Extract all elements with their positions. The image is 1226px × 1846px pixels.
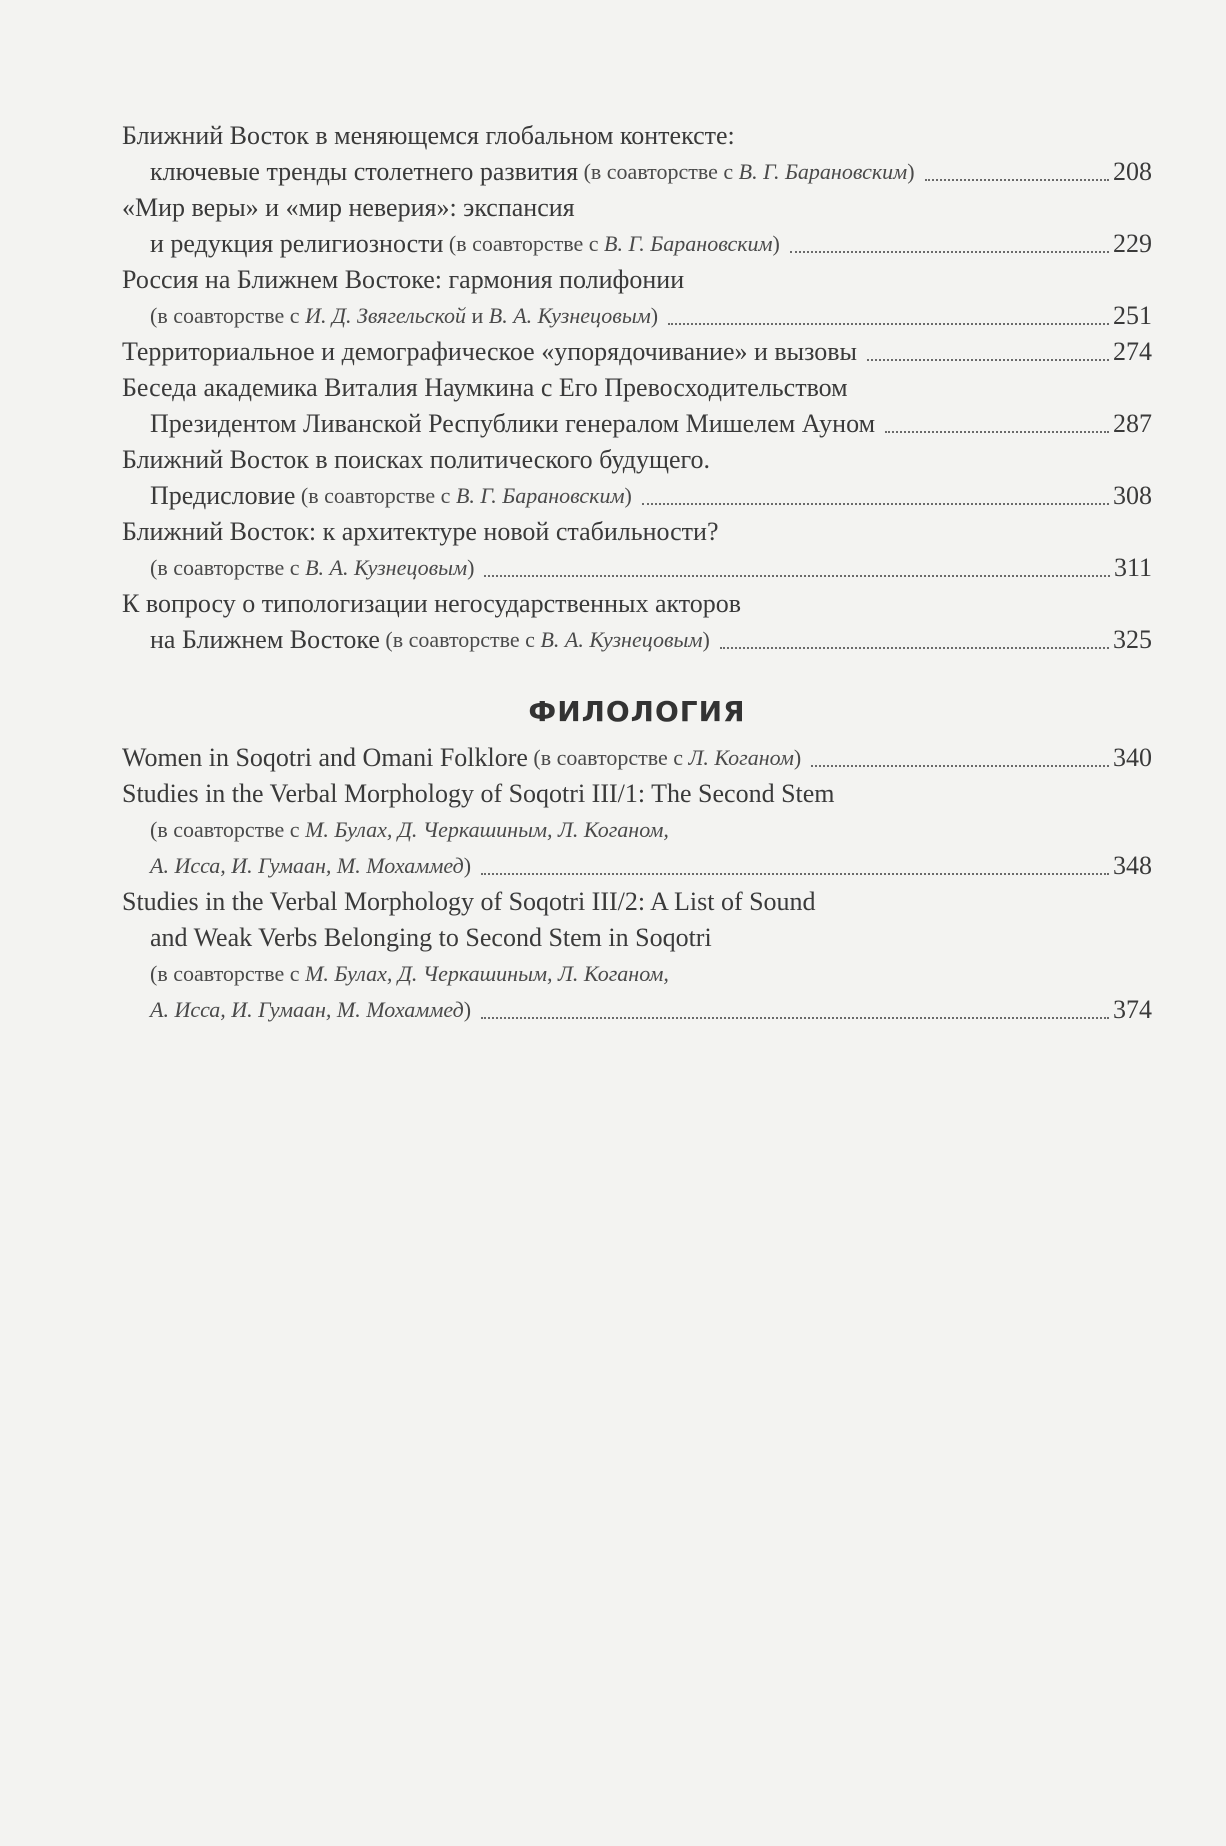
coauthor-prefix: (в соавторстве с xyxy=(533,745,689,770)
coauthor-prefix: (в соавторстве с xyxy=(150,555,306,580)
dot-leader xyxy=(481,1017,1109,1019)
dot-leader xyxy=(790,251,1109,253)
philology-section xyxy=(122,740,1152,1028)
dot-leader xyxy=(481,873,1109,875)
entry-title: Россия на Ближнем Востоке: гармония полифонии xyxy=(122,265,685,294)
dot-leader xyxy=(484,575,1110,577)
coauthor-names: В. А. Кузнецовым xyxy=(540,627,703,652)
entry-title-continued: и редукция религиозности xyxy=(150,229,444,258)
coauthor-note-continued xyxy=(150,848,471,884)
page-number: 251 xyxy=(1113,301,1152,330)
coauthor-suffix: ) xyxy=(793,745,802,770)
toc-entry[interactable] xyxy=(122,262,1152,334)
toc-entry[interactable] xyxy=(122,740,1152,776)
coauthor-note xyxy=(150,956,669,992)
coauthor-suffix: ) xyxy=(772,231,780,256)
entry-title: Studies in the Verbal Morphology of Soqotri III/1: The Second Stem xyxy=(122,779,835,808)
entry-title: Ближний Восток: к архитектуре новой стабильности? xyxy=(122,517,719,546)
coauthor-suffix: ) xyxy=(463,853,472,878)
section-heading: ФИЛОЛОГИЯ xyxy=(528,695,746,728)
coauthor-prefix: (в соавторстве с xyxy=(385,627,541,652)
coauthor-note xyxy=(150,812,669,848)
coauthor-prefix: (в соавторстве с xyxy=(300,483,456,508)
coauthor-suffix: ) xyxy=(907,159,915,184)
coauthor-note xyxy=(443,226,779,262)
coauthor-note xyxy=(578,154,914,190)
dot-leader xyxy=(642,503,1109,505)
coauthor-conjunction: и xyxy=(465,303,489,328)
entry-title: Studies in the Verbal Morphology of Soqotri III/2: A List of Sound xyxy=(122,887,816,916)
page-number: 287 xyxy=(1113,409,1152,438)
coauthor-suffix: ) xyxy=(467,555,475,580)
entry-title-continued: Предисловие xyxy=(150,481,296,510)
coauthor-note xyxy=(150,298,658,334)
coauthor-prefix: (в соавторстве с xyxy=(150,817,306,842)
coauthor-note xyxy=(380,622,710,658)
toc-entry[interactable] xyxy=(122,586,1152,658)
toc-entry[interactable] xyxy=(122,118,1152,190)
page-number: 374 xyxy=(1113,995,1152,1024)
entry-title: Территориальное и демографическое «упорядочивание» и вызовы xyxy=(122,337,858,366)
toc-entry[interactable] xyxy=(122,442,1152,514)
entry-title: Беседа академика Виталия Наумкина с Его Превосходительством xyxy=(122,373,848,402)
coauthor-note xyxy=(528,740,801,776)
coauthor-names: В. А. Кузнецовым xyxy=(488,303,651,328)
coauthor-names: И. Д. Звягельской xyxy=(305,303,466,328)
entry-title: Ближний Восток в меняющемся глобальном контексте: xyxy=(122,121,735,150)
toc-entry[interactable] xyxy=(122,884,1152,1028)
dot-leader xyxy=(720,647,1109,649)
coauthor-names: Л. Коганом xyxy=(688,745,794,770)
entry-title: Ближний Восток в поисках политического будущего. xyxy=(122,445,711,474)
coauthor-prefix: (в соавторстве с xyxy=(448,231,604,256)
coauthor-note xyxy=(295,478,631,514)
coauthor-names: М. Булах, Д. Черкашиным, Л. Коганом, xyxy=(305,817,669,842)
page-number: 274 xyxy=(1113,337,1152,366)
coauthor-note-continued xyxy=(150,992,471,1028)
page-number: 311 xyxy=(1113,553,1152,582)
dot-leader xyxy=(885,431,1109,433)
toc-entry[interactable] xyxy=(122,514,1152,586)
coauthor-prefix: (в соавторстве с xyxy=(150,303,306,328)
dot-leader xyxy=(668,323,1109,325)
page-number: 308 xyxy=(1113,481,1152,510)
dot-leader xyxy=(925,179,1109,181)
page-number: 340 xyxy=(1113,743,1152,772)
table-of-contents xyxy=(122,118,1152,1028)
coauthor-names: М. Булах, Д. Черкашиным, Л. Коганом, xyxy=(305,961,669,986)
coauthor-names: А. Исса, И. Гумаан, М. Мохаммед xyxy=(150,853,464,878)
dot-leader xyxy=(867,359,1109,361)
entry-title: Women in Soqotri and Omani Folklore xyxy=(122,743,528,772)
coauthor-suffix: ) xyxy=(624,483,632,508)
entry-title: К вопросу о типологизации негосударственных акторов xyxy=(122,589,742,618)
coauthor-prefix: (в соавторстве с xyxy=(583,159,739,184)
entry-title-continued: на Ближнем Востоке xyxy=(150,625,380,654)
entry-title-continued: Президентом Ливанской Республики генералом Мишелем Ауном xyxy=(150,409,876,438)
entry-title: «Мир веры» и «мир неверия»: экспансия xyxy=(122,193,575,222)
coauthor-suffix: ) xyxy=(702,627,710,652)
coauthor-suffix: ) xyxy=(463,997,472,1022)
dot-leader xyxy=(811,765,1109,767)
coauthor-names: В. Г. Барановским xyxy=(604,231,773,256)
toc-entry[interactable] xyxy=(122,334,1152,370)
toc-entry[interactable] xyxy=(122,190,1152,262)
page-number: 208 xyxy=(1113,157,1152,186)
toc-entry[interactable] xyxy=(122,370,1152,442)
page-number: 348 xyxy=(1113,851,1152,880)
coauthor-names: В. Г. Барановским xyxy=(738,159,908,184)
coauthor-names: В. А. Кузнецовым xyxy=(305,555,468,580)
coauthor-names: А. Исса, И. Гумаан, М. Мохаммед xyxy=(150,997,464,1022)
coauthor-prefix: (в соавторстве с xyxy=(150,961,306,986)
entry-title-continued: and Weak Verbs Belonging to Second Stem in Soqotri xyxy=(150,923,712,952)
coauthor-note xyxy=(150,550,474,586)
entry-title-continued: ключевые тренды столетнего развития xyxy=(150,157,579,186)
coauthor-suffix: ) xyxy=(650,303,659,328)
toc-entry[interactable] xyxy=(122,776,1152,884)
page-number: 325 xyxy=(1113,625,1152,654)
page-number: 229 xyxy=(1113,229,1152,258)
coauthor-names: В. Г. Барановским xyxy=(455,483,625,508)
